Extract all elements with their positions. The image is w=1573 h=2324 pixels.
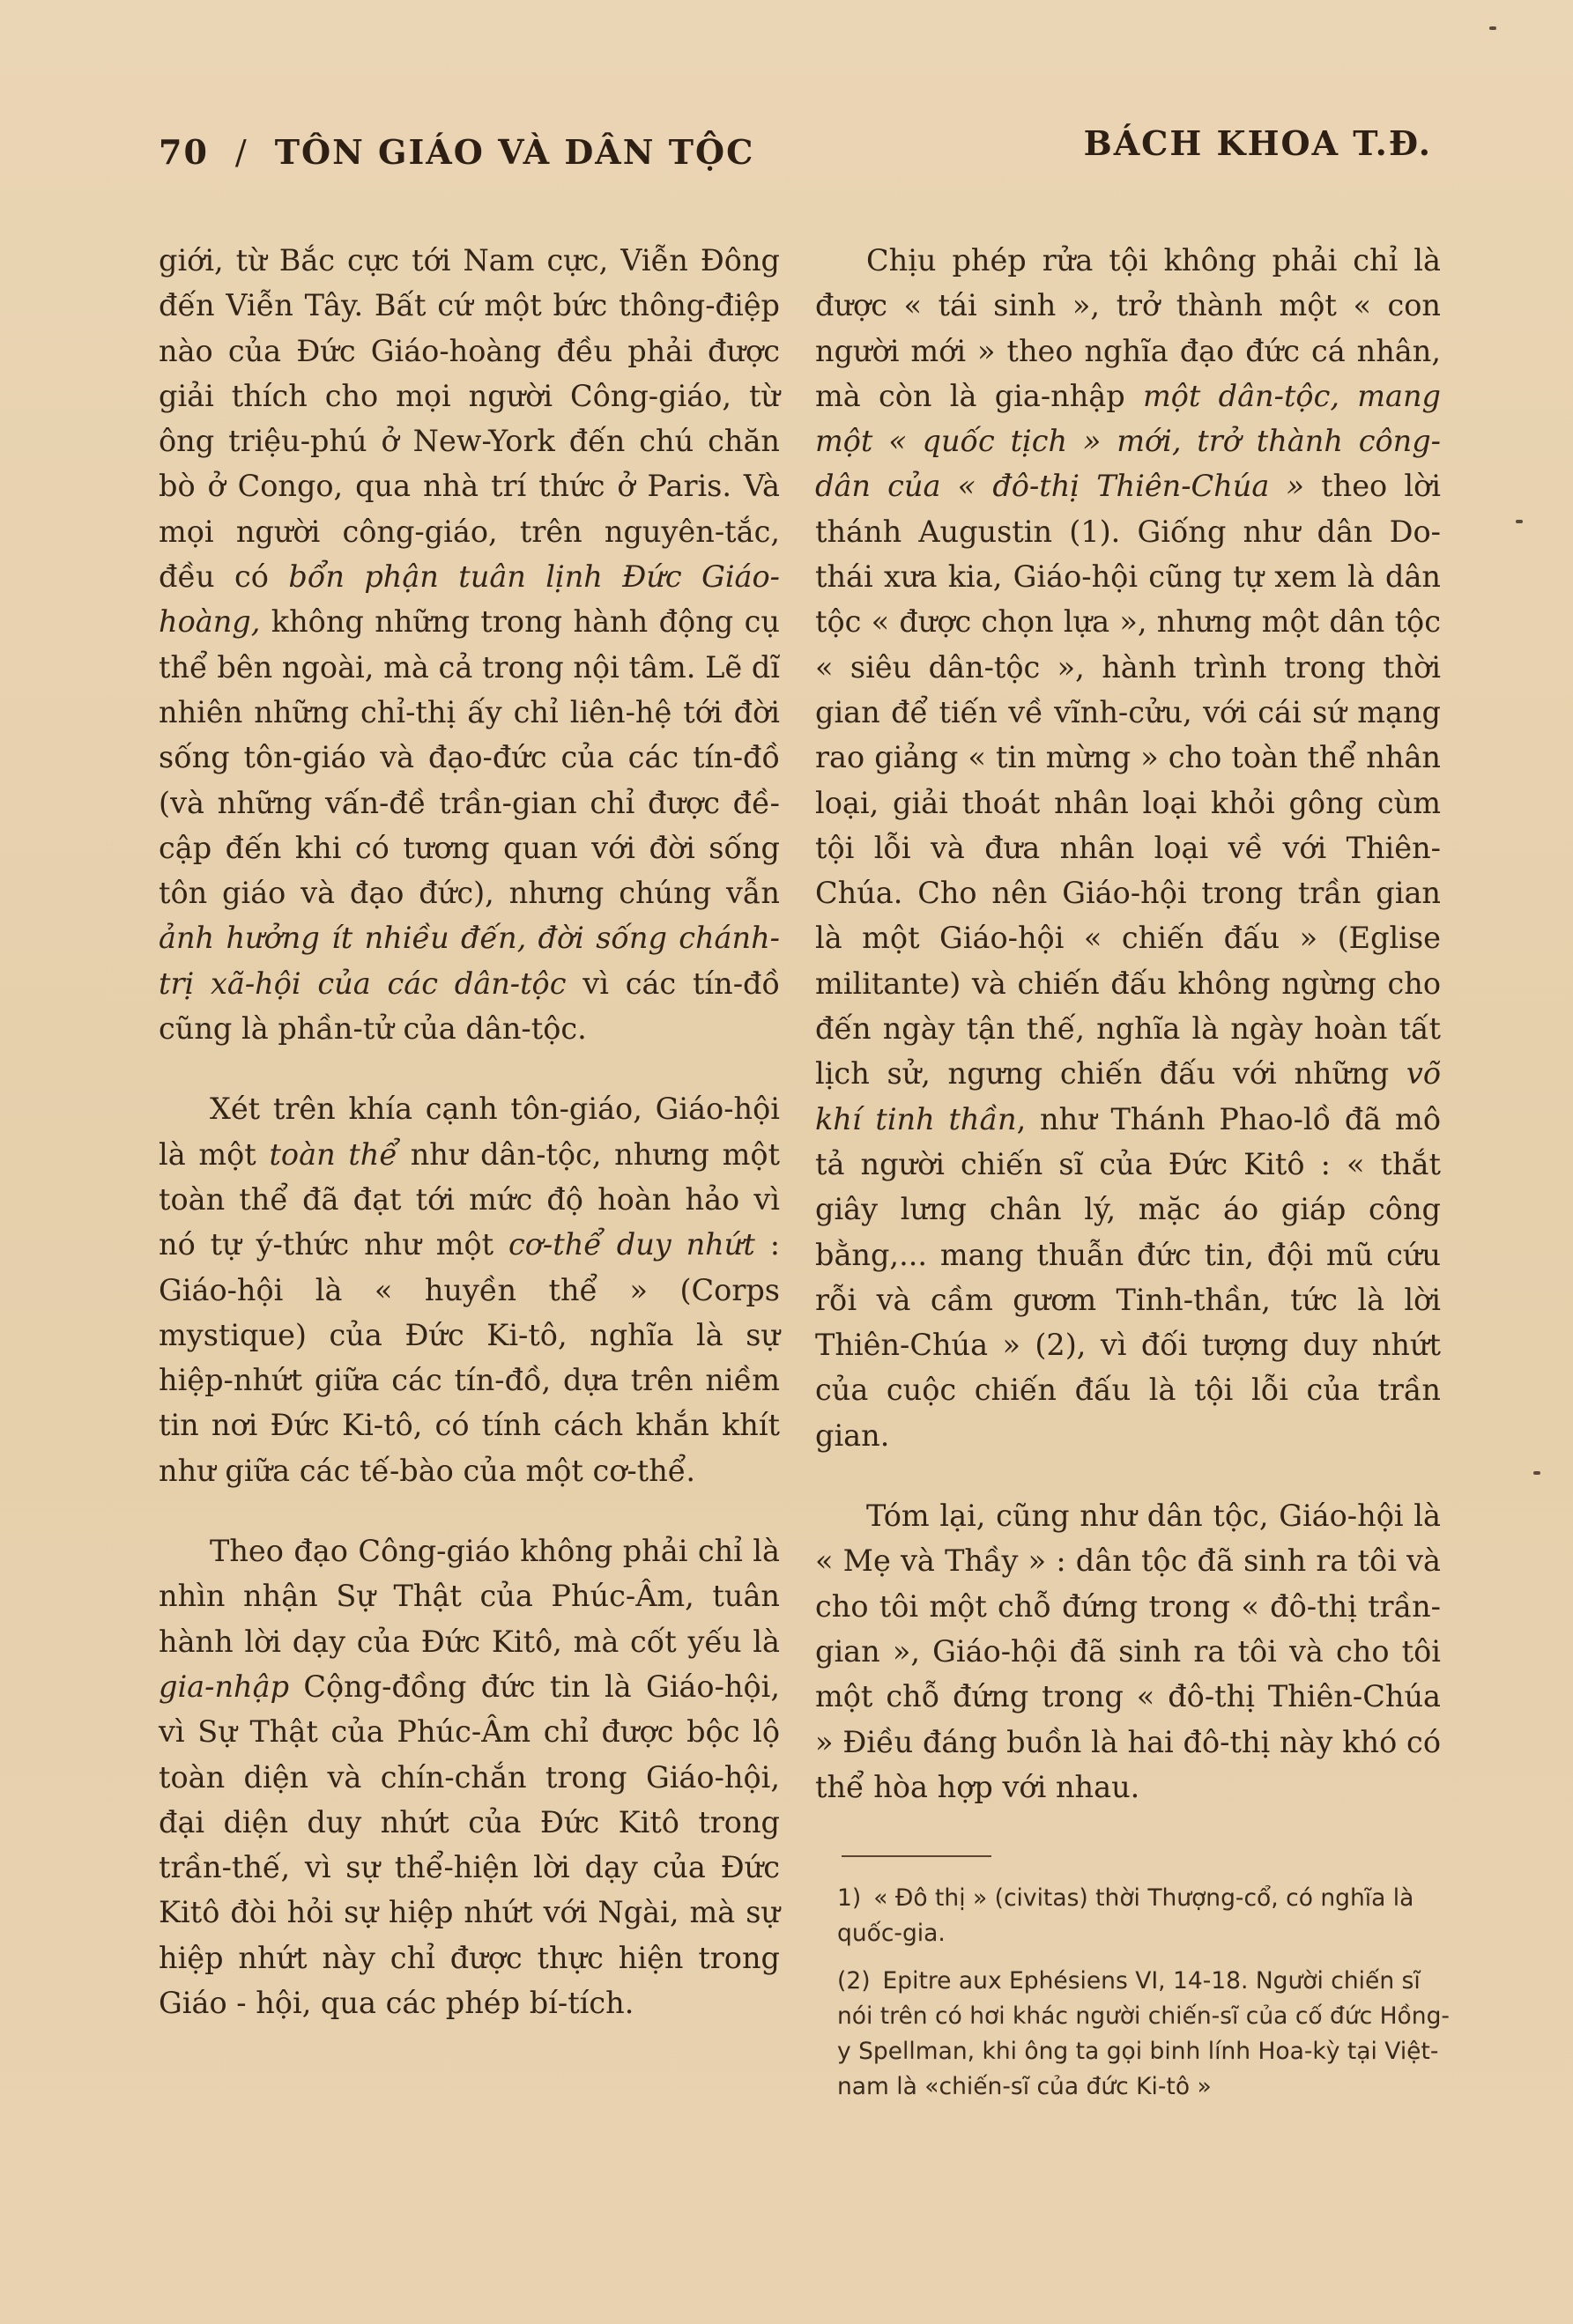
footnote-number: (2): [837, 1967, 871, 1995]
footnote-divider: [842, 1855, 991, 1857]
left-column: [159, 238, 780, 2025]
footnote-number: 1): [837, 1884, 862, 1912]
body-text: không những trong hành động cụ thể bên ngoài, mà cả trong nội tâm. Lẽ dĩ nhiên những chỉ-thị ấy chỉ liên-hệ tới đời sống tôn-giáo và đạo-đức của các tín-đồ (và những vấn-đề trần-gian chỉ được đề-cập đến khi có tương quan với đời sống tôn giáo và đạo đức), nhưng chúng vẫn: [159, 604, 780, 911]
paragraph: [815, 238, 1441, 1458]
paragraph: [159, 1528, 780, 2025]
footnote: [837, 1881, 1454, 1951]
footnote-text: Epitre aux Ephésiens VI, 14-18. Người chiến sĩ nói trên có hơi khác người chiến-sĩ của cố đức Hồng-y Spellman, khi ông ta gọi binh lính Hoa-kỳ tại Việt-nam là «chiến-sĩ của đức Ki-tô »: [837, 1967, 1450, 2100]
footnote-text: « Đô thị » (civitas) thời Thượng-cổ, có nghĩa là quốc-gia.: [837, 1884, 1414, 1947]
body-text: Chịu phép rửa tội không phải chỉ là được « tái sinh », trở thành một « con người mới » theo nghĩa đạo đức cá nhân, mà còn là gia-nhập: [815, 243, 1441, 413]
header-separator: /: [234, 133, 249, 172]
paragraph: [159, 238, 780, 1051]
body-text: : Giáo-hội là « huyền thể » (Corps mystique) của Đức Ki-tô, nghĩa là sự hiệp-nhứt giữa các tín-đồ, dựa trên niềm tin nơi Đức Ki-tô, có tính cách khắn khít như giữa các tế-bào của một cơ-thể.: [159, 1227, 780, 1488]
emphasis-text: một dân-tộc, mang một « quốc tịch » mới, trở thành công-dân của « đô-thị Thiên-Chúa »: [815, 378, 1442, 504]
running-header: [159, 123, 1432, 185]
emphasis-text: cơ-thể duy nhứt: [508, 1227, 755, 1262]
emphasis-text: võ khí tinh thần: [815, 1056, 1441, 1136]
body-text: như dân-tộc, nhưng một toàn thể đã đạt tới mức độ hoàn hảo vì nó tự ý-thức như một: [159, 1136, 780, 1262]
header-left: [159, 132, 754, 172]
body-text: theo lời thánh Augustin (1). Giống như dân Do-thái xưa kia, Giáo-hội cũng tự xem là dân tộc « được chọn lựa », nhưng một dân tộc « siêu dân-tộc », hành trình trong thời gian để tiến về vĩnh-cửu, với cái sứ mạng rao giảng « tin mừng » cho toàn thể nhân loại, giải thoát nhân loại khỏi gông cùm tội lỗi và đưa nhân loại về với Thiên-Chúa. Cho nên Giáo-hội trong trần gian là một Giáo-hội « chiến đấu » (Eglise militante) và chiến đấu không ngừng cho đến ngày tận thế, nghĩa là ngày hoàn tất lịch sử, ngưng chiến đấu với những: [815, 469, 1441, 1092]
body-text: Tóm lại, cũng như dân tộc, Giáo-hội là « Mẹ và Thầy » : dân tộc đã sinh ra tôi và cho tôi một chỗ đứng trong « đô-thị trần-gian », Giáo-hội đã sinh ra tôi và cho tôi một chỗ đứng trong « đô-thị Thiên-Chúa » Điều đáng buồn là hai đô-thị này khó có thể hòa hợp với nhau.: [815, 1499, 1441, 1804]
body-text: Theo đạo Công-giáo không phải chỉ là nhìn nhận Sự Thật của Phúc-Âm, tuân hành lời dạy của Đức Kitô, mà cốt yếu là: [159, 1534, 780, 1659]
body-text: Xét trên khía cạnh tôn-giáo, Giáo-hội là một: [159, 1092, 780, 1172]
paper-speck: [1489, 26, 1496, 30]
footnotes: [837, 1881, 1454, 2117]
body-text: vì các tín-đồ cũng là phần-tử của dân-tộc.: [159, 966, 780, 1047]
emphasis-text: bổn phận tuân lịnh Đức Giáo-hoàng,: [159, 559, 780, 640]
paper-speck: [1533, 1471, 1540, 1475]
right-column: [815, 238, 1441, 1810]
section-title: TÔN GIÁO VÀ DÂN TỘC: [274, 132, 755, 172]
paragraph: [815, 1493, 1441, 1810]
publication-title: BÁCH KHOA T.Đ.: [1083, 123, 1432, 163]
emphasis-text: gia-nhập: [159, 1669, 290, 1704]
body-text: giới, từ Bắc cực tới Nam cực, Viễn Đông đến Viễn Tây. Bất cứ một bức thông-điệp nào của Đức Giáo-hoàng đều phải được giải thích cho mọi người Công-giáo, từ ông triệu-phú ở New-York đến chú chăn bò ở Congo, qua nhà trí thức ở Paris. Và mọi người công-giáo, trên nguyên-tắc, đều có: [159, 243, 780, 595]
body-text: , như Thánh Phao-lồ đã mô tả người chiến sĩ của Đức Kitô : « thắt giây lưng chân lý, mặc áo giáp công bằng,... mang thuẫn đức tin, đội mũ cứu rỗi và cầm gươm Tinh-thần, tức là lời Thiên-Chúa » (2), vì đối tượng duy nhứt của cuộc chiến đấu là tội lỗi của trần gian.: [815, 1101, 1441, 1453]
paragraph: [159, 1086, 780, 1493]
paper-speck: [1516, 520, 1523, 523]
footnote: [837, 1964, 1454, 2105]
page-number: 70: [159, 132, 209, 172]
emphasis-text: toàn thể: [269, 1136, 397, 1172]
body-text: Cộng-đồng đức tin là Giáo-hội, vì Sự Thật của Phúc-Âm chỉ được bộc lộ toàn diện và chín-chắn trong Giáo-hội, đại diện duy nhứt của Đức Kitô trong trần-thế, vì sự thể-hiện lời dạy của Đức Kitô đòi hỏi sự hiệp nhứt với Ngài, mà sự hiệp nhứt này chỉ được thực hiện trong Giáo - hội, qua các phép bí-tích.: [159, 1669, 780, 2020]
emphasis-text: ảnh hưởng ít nhiều đến, đời sống chánh-trị xã-hội của các dân-tộc: [159, 921, 780, 1001]
